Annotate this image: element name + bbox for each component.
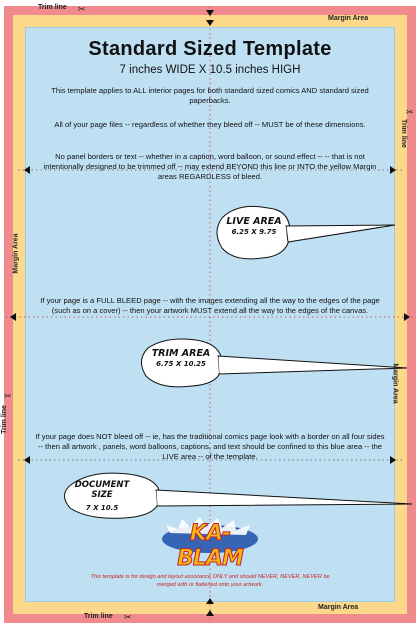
- page-subtitle: 7 inches WIDE X 10.5 inches HIGH: [119, 64, 301, 76]
- dimensions-paragraph: All of your page files -- regardless of whether they bleed off -- MUST be of these dimensions.: [54, 120, 366, 129]
- trim-area-title: TRIM AREA: [151, 348, 211, 359]
- scissors-icon: ✂: [406, 107, 414, 117]
- arrow-icon: [206, 20, 214, 26]
- margin-area-label-top: Margin Area: [328, 15, 369, 22]
- disclaimer-text: This template is for design and layout assistance ONLY and should NEVER, NEVER, NEVER be merged with or flattened onto your artwork.: [90, 574, 330, 588]
- arrow-icon: [206, 598, 214, 604]
- arrow-icon: [390, 456, 396, 464]
- scissors-icon: ✂: [78, 4, 86, 14]
- trim-line-label-bottom: Trim line: [84, 613, 113, 620]
- margin-area-label-left: Margin Area: [12, 233, 20, 274]
- trim-area-size: 6.75 X 10.25: [156, 360, 206, 368]
- document-size-title: DOCUMENT SIZE: [74, 480, 130, 500]
- kablam-logo: [160, 515, 260, 571]
- live-area-balloon-tail: [286, 225, 395, 242]
- margin-area-label-bottom: Margin Area: [318, 604, 359, 611]
- scissors-icon: ✂: [4, 391, 12, 401]
- intro-paragraph: This template applies to ALL interior pages for both standard sized comics AND standard sized paperbacks.: [51, 86, 369, 105]
- full-bleed-paragraph: If your page is a FULL BLEED page -- with the images extending all the way to the edges of the page (such as on a cover) -- then your artwork MUST extend all the way to the edges of the canvas.: [40, 296, 380, 315]
- arrow-icon: [404, 313, 410, 321]
- logo-text: KA-BLAM: [177, 521, 243, 571]
- live-area-title: LIVE AREA: [226, 216, 282, 227]
- trim-area-balloon-tail: [218, 356, 407, 374]
- arrow-icon: [390, 166, 396, 174]
- arrow-icon: [10, 313, 16, 321]
- scissors-icon: ✂: [124, 612, 132, 622]
- live-area-size: 6.25 X 9.75: [231, 228, 277, 236]
- trim-line-label-top: Trim line: [38, 4, 67, 11]
- arrow-icon: [24, 166, 30, 174]
- no-bleed-paragraph: If your page does NOT bleed off -- ie, has the traditional comics page look with a border on all four sides -- then all artwork , panels, word balloons, captions, and text should be confined to this blue area -- the LIVE area -- of the template.: [35, 432, 385, 461]
- trim-line-label-right: Trim line: [399, 119, 407, 148]
- arrow-icon: [206, 610, 214, 616]
- margin-area-label-right: Margin Area: [391, 363, 399, 404]
- arrow-icon: [24, 456, 30, 464]
- trim-line-label-left: Trim line: [0, 405, 8, 434]
- document-size-value: 7 X 10.5: [85, 504, 119, 512]
- page-title: Standard Sized Template: [88, 38, 332, 60]
- arrow-icon: [206, 10, 214, 16]
- margin-rule-paragraph: No panel borders or text -- whether in a caption, word balloon, or sound effect -- -- that is not intentionally designed to be trimmed off -- may extend BEYOND this line or INTO the yellow Margin areas REGARDLESS of bleed.: [43, 152, 377, 181]
- document-size-balloon-joint: [155, 491, 156, 505]
- document-size-balloon-tail: [156, 490, 412, 506]
